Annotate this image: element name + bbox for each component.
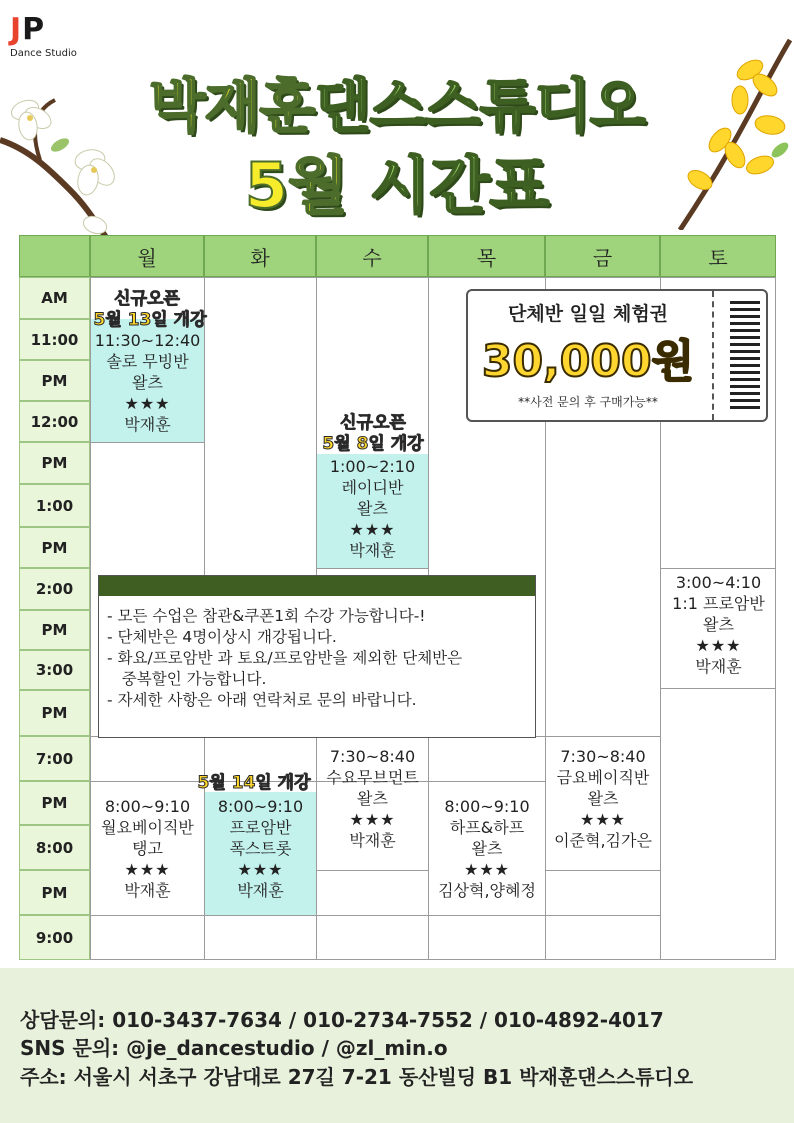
studio-name-rest: 댄스스튜디오 [314,72,645,140]
class-time: 11:30~12:40 [94,331,201,350]
grid-divider [90,915,660,916]
class-card [91,792,204,915]
notice-item: - 단체반은 4명이상시 개강됩니다. [107,628,337,646]
grid-divider [90,442,204,443]
class-stars: ★★★ [124,860,171,879]
new-open-badge: 신규오픈 [114,289,180,309]
class-name: 수요무브먼트 [326,768,419,787]
class-card [91,319,204,442]
class-time: 8:00~9:10 [217,797,304,816]
time-label: 11:00 [19,319,90,360]
time-label: PM [19,781,90,825]
time-label: PM [19,360,90,401]
opening-date-badge: 5월 13일 개강 [93,310,207,330]
logo-mark-p: P [22,12,46,47]
time-label: 2:00 [19,568,90,610]
class-card [317,454,428,568]
class-name: 레이디반 [341,478,404,497]
class-name: 월요베이직반 [101,818,194,837]
studio-name-highlight: 박재훈 [149,72,315,140]
class-time: 7:30~8:40 [329,747,416,766]
time-label: 3:00 [19,650,90,690]
time-label: PM [19,527,90,568]
sns-contact: SNS 문의: @je_dancestudio / @zl_min.o [20,1036,448,1060]
barcode-icon [730,301,760,409]
day-header-wed: 수 [316,235,428,277]
class-teacher: 박재훈 [237,881,284,900]
class-teacher: 박재훈 [695,657,742,676]
time-label: 9:00 [19,915,90,960]
class-name: 하프&하프 [449,818,525,837]
class-genre: 왈츠 [471,839,503,858]
logo-mark-j: J [10,12,23,47]
ticket-perforation [712,291,714,420]
notice-item: 중복할인 가능합니다. [107,670,267,688]
class-genre: 폭스트롯 [229,839,292,858]
class-genre: 왈츠 [132,373,163,392]
class-stars: ★★★ [237,860,284,879]
notice-item: - 모든 수업은 참관&쿠폰1회 수강 가능합니다-! [107,607,426,625]
notice-header-bar [99,576,535,596]
class-teacher: 박재훈 [124,415,171,434]
consult-phone: 상담문의: 010-3437-7634 / 010-2734-7552 / 010-4892-4017 [20,1008,664,1032]
class-time: 7:30~8:40 [560,747,646,766]
address: 주소: 서울시 서초구 강남대로 27길 7-21 동산빌딩 B1 박재훈댄스스튜디오 [20,1065,694,1089]
class-genre: 왈츠 [357,789,388,808]
class-genre: 왈츠 [587,789,619,808]
trial-ticket [466,289,768,422]
ticket-note: **사전 문의 후 구매가능** [518,395,658,409]
logo-text: Dance Studio [10,48,77,59]
class-name: 1:1 프로암반 [672,594,765,613]
opening-date-badge: 5월 8일 개강 [322,434,424,454]
class-teacher: 박재훈 [349,541,396,560]
studio-title [0,70,794,142]
class-time: 3:00~4:10 [675,573,762,592]
day-header-fri: 금 [545,235,660,277]
notice-box [98,575,536,738]
schedule-title [0,148,794,224]
time-label: PM [19,442,90,484]
class-stars: ★★★ [349,810,396,829]
notice-item: - 화요/프로암반 과 토요/프로암반을 제외한 단체반은 [107,649,463,667]
new-open-badge: 신규오픈 [340,413,406,433]
schedule-month: 5월 [244,149,348,222]
class-stars: ★★★ [695,636,742,655]
class-teacher: 이준혁,김가은 [554,831,652,850]
class-name: 솔로 무빙반 [106,352,189,371]
day-header-sat: 토 [660,235,776,277]
class-stars: ★★★ [349,520,396,539]
time-label: PM [19,870,90,915]
class-teacher: 박재훈 [124,881,171,900]
class-stars: ★★★ [463,860,511,879]
contact-footer [0,968,794,1123]
time-label: PM [19,690,90,736]
notice-list [99,596,535,711]
class-card [205,792,316,915]
time-label: PM [19,610,90,650]
class-teacher: 박재훈 [349,831,396,850]
studio-logo [10,14,100,59]
grid-divider [545,870,660,871]
time-label: AM [19,277,90,319]
class-genre: 왈츠 [357,499,388,518]
class-time: 1:00~2:10 [329,457,416,476]
class-card [661,568,776,688]
class-card [317,742,428,870]
ticket-price: 30,000원 [481,336,695,387]
grid-divider [316,870,428,871]
class-genre: 왈츠 [703,615,734,634]
grid-divider [316,568,428,569]
day-header-thu: 목 [428,235,545,277]
class-name: 금요베이직반 [556,768,650,787]
class-time: 8:00~9:10 [444,797,530,816]
grid-divider [660,688,776,689]
opening-date-badge: 5월 14일 개강 [197,773,311,793]
notice-item: - 자세한 사항은 아래 연락처로 문의 바랍니다. [107,691,417,709]
time-label: 8:00 [19,825,90,870]
time-label: 7:00 [19,736,90,781]
header-corner [19,235,90,277]
class-genre: 탱고 [132,839,163,858]
time-label: 1:00 [19,484,90,527]
schedule-word: 시간표 [369,149,550,222]
time-label: 12:00 [19,401,90,442]
day-header-mon: 월 [90,235,204,277]
class-time: 8:00~9:10 [104,797,191,816]
class-card [546,742,660,870]
class-stars: ★★★ [579,810,627,829]
class-stars: ★★★ [124,394,171,413]
day-header-tue: 화 [204,235,316,277]
grid-divider [545,736,660,737]
class-card [429,792,545,915]
class-teacher: 김상혁,양혜정 [438,881,536,900]
class-name: 프로암반 [229,818,292,837]
ticket-title: 단체반 일일 체험권 [507,303,669,325]
